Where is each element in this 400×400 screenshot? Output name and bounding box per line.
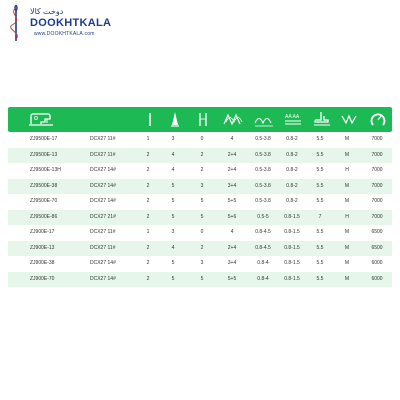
cell-stitch-type: 2+4 (227, 167, 237, 173)
cell-threads: 5 (171, 275, 175, 282)
cell-stitch-type: 5+5 (227, 275, 237, 282)
table-row (8, 179, 392, 195)
cell-foot-height: 5.5 (316, 244, 324, 251)
cell-foot-height: 5.5 (316, 151, 324, 158)
cell-model: ZJ9500E-13 (30, 151, 58, 158)
cell-stitch-length: 0.5-5 (257, 213, 269, 220)
cell-needle-system: DCX27 14# (90, 182, 116, 189)
cell-max-speed: 6000 (371, 260, 383, 266)
logo-brand-name: DOOKHTKALA (30, 17, 112, 29)
cell-lubrication: M (344, 275, 350, 282)
cell-lubrication: H (345, 213, 349, 220)
cell-foot-height: 5.5 (316, 198, 324, 204)
dookhtkala-logo (4, 3, 124, 43)
cell-stitch-type: 3+4 (227, 182, 237, 189)
cell-needle-gauge: 2 (200, 244, 204, 251)
cell-max-speed: 6500 (371, 229, 383, 235)
cell-model: ZJ9500E-13H (30, 167, 61, 173)
logo-persian-text: دوخت کالا (30, 7, 64, 16)
cell-model: ZJ9500E-38 (30, 182, 58, 189)
cell-max-speed: 7000 (371, 136, 383, 142)
cell-stitch-type: 4 (230, 136, 234, 142)
cell-stitch-length: 0.8-4.5 (255, 244, 271, 251)
cell-max-speed: 7000 (371, 182, 383, 189)
table-row (8, 194, 392, 210)
cell-needle-system: DCX27 11# (90, 244, 116, 251)
cell-differential: 0.8-2 (286, 198, 298, 204)
cell-stitch-length: 0.5-3.8 (255, 136, 271, 142)
cell-stitch-type: 5+6 (227, 213, 237, 220)
cell-needle-gauge: 5 (200, 198, 204, 204)
cell-needle-gauge: 2 (200, 151, 204, 158)
double-needle-icon (196, 110, 210, 129)
cell-needles: 1 (146, 136, 150, 142)
cell-needle-gauge: 0 (200, 136, 204, 142)
cell-differential: 0.8-2 (286, 182, 298, 189)
cell-needle-gauge: 3 (200, 182, 204, 189)
cell-needle-system: DCX27 14# (90, 275, 116, 282)
cell-max-speed: 7000 (371, 198, 383, 204)
table-body (8, 132, 392, 287)
cell-foot-height: 5.5 (316, 229, 324, 235)
cell-threads: 4 (171, 151, 175, 158)
cell-model: ZJ9500E-70 (30, 198, 58, 204)
cell-foot-height: 7 (318, 213, 322, 220)
cell-stitch-length: 0.8-4 (257, 275, 269, 282)
cell-threads: 5 (171, 182, 175, 189)
cell-lubrication: M (344, 182, 350, 189)
cell-needle-gauge: 0 (200, 229, 204, 235)
presser-foot-icon (313, 110, 331, 129)
table-header (8, 107, 392, 132)
table-row (8, 272, 392, 288)
cell-stitch-type: 2+4 (227, 244, 237, 251)
stitch-length-icon (253, 110, 275, 129)
speed-icon (370, 110, 386, 129)
cell-max-speed: 7000 (371, 213, 383, 220)
svg-text:AA AA: AA AA (285, 114, 300, 120)
cell-needle-system: DCX27 11# (90, 136, 116, 142)
lubrication-icon (341, 110, 357, 129)
cell-differential: 0.8-1.5 (284, 229, 300, 235)
cell-threads: 5 (171, 198, 175, 204)
cell-stitch-length: 0.5-3.8 (255, 182, 271, 189)
cell-lubrication: M (344, 244, 350, 251)
cell-threads: 4 (171, 167, 175, 173)
table-row (8, 210, 392, 226)
cell-foot-height: 5.5 (316, 182, 324, 189)
cell-needles: 2 (146, 213, 150, 220)
cell-max-speed: 6000 (371, 275, 383, 282)
table-row (8, 132, 392, 148)
cell-needle-system: DCX27 14# (90, 198, 116, 204)
cell-differential: 0.8-1.5 (284, 213, 300, 220)
cell-lubrication: M (344, 198, 350, 204)
cell-stitch-length: 0.8-4 (257, 260, 269, 266)
cell-model: ZJ9500E-86 (30, 213, 58, 220)
cell-needle-gauge: 2 (200, 167, 204, 173)
cell-lubrication: M (344, 260, 350, 266)
specs-table (8, 107, 392, 287)
cell-foot-height: 5.5 (316, 167, 324, 173)
cell-stitch-type: 5+5 (227, 198, 237, 204)
single-needle-count-icon (145, 110, 155, 129)
cell-needle-system: DCX27 21# (90, 213, 116, 220)
cell-needles: 2 (146, 182, 150, 189)
cell-differential: 0.8-2 (286, 151, 298, 158)
cell-needle-system: DCX27 11# (90, 151, 116, 158)
cell-model: ZJ900E-38 (30, 260, 55, 266)
cell-model: ZJ900E-70 (30, 275, 55, 282)
table-row (8, 241, 392, 257)
cell-needle-gauge: 5 (200, 275, 204, 282)
cell-stitch-length: 0.5-3.8 (255, 167, 271, 173)
cell-threads: 5 (171, 213, 175, 220)
cell-lubrication: H (345, 167, 349, 173)
cell-threads: 5 (171, 260, 175, 266)
cell-max-speed: 7000 (371, 167, 383, 173)
cell-needle-system: DCX27 14# (90, 167, 116, 173)
cell-stitch-length: 0.5-3.8 (255, 151, 271, 158)
cell-needles: 2 (146, 275, 150, 282)
cell-lubrication: M (344, 136, 350, 142)
cell-foot-height: 5.5 (316, 260, 324, 266)
cell-needles: 1 (146, 229, 150, 235)
cell-differential: 0.8-1.5 (284, 244, 300, 251)
cell-lubrication: M (344, 229, 350, 235)
cell-differential: 0.8-1.5 (284, 275, 300, 282)
table-row (8, 148, 392, 164)
cell-foot-height: 5.5 (316, 275, 324, 282)
cell-threads: 3 (171, 136, 175, 142)
cell-differential: 0.8-2 (286, 167, 298, 173)
overlock-stitch-icon (222, 110, 244, 129)
cell-model: ZJ900E-13 (30, 244, 55, 251)
cell-stitch-length: 0.5-3.8 (255, 198, 271, 204)
cell-max-speed: 7000 (371, 151, 383, 158)
cell-stitch-length: 0.8-4.5 (255, 229, 271, 235)
cell-needle-gauge: 3 (200, 260, 204, 266)
cell-needles: 2 (146, 260, 150, 266)
cell-needles: 2 (146, 151, 150, 158)
cell-model: ZJ900E-17 (30, 229, 55, 235)
cell-lubrication: M (344, 151, 350, 158)
cell-stitch-type: 3+4 (227, 260, 237, 266)
cell-needles: 2 (146, 167, 150, 173)
cell-foot-height: 5.5 (316, 136, 324, 142)
table-row (8, 163, 392, 179)
table-row (8, 256, 392, 272)
cell-needle-system: DCX27 14# (90, 260, 116, 266)
cell-max-speed: 6500 (371, 244, 383, 251)
cell-needles: 2 (146, 198, 150, 204)
cell-model: ZJ9500E-17 (30, 136, 58, 142)
cell-stitch-type: 4 (230, 229, 234, 235)
cell-needles: 2 (146, 244, 150, 251)
table-row (8, 225, 392, 241)
sewing-machine-icon (28, 110, 54, 129)
cell-threads: 4 (171, 244, 175, 251)
cell-stitch-type: 2+4 (227, 151, 237, 158)
logo-website: www.DOOKHTKALA.com (34, 31, 95, 37)
cell-needle-gauge: 5 (200, 213, 204, 220)
thread-cone-icon (169, 110, 181, 129)
needle-thread-logo-icon (6, 3, 26, 43)
differential-feed-icon (283, 110, 303, 129)
cell-threads: 3 (171, 229, 175, 235)
cell-differential: 0.8-1.5 (284, 260, 300, 266)
cell-needle-system: DCX27 11# (90, 229, 116, 235)
cell-differential: 0.8-2 (286, 136, 298, 142)
